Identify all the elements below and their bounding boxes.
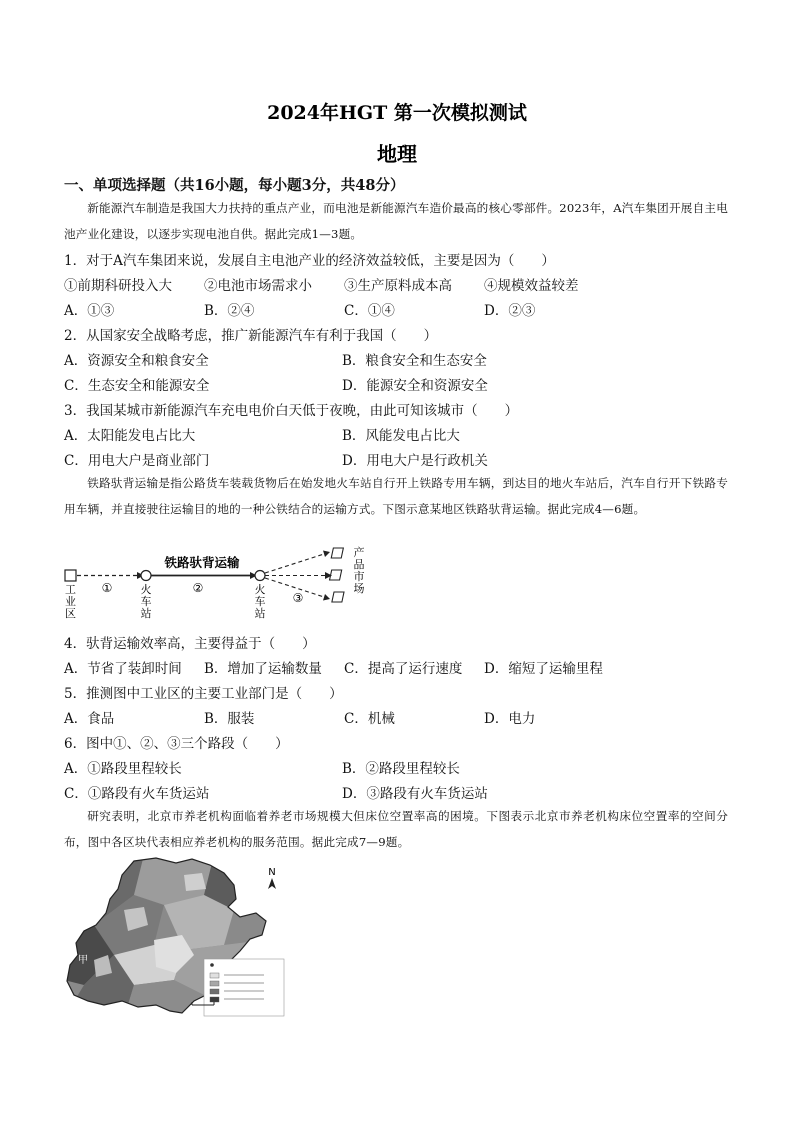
market-box-2 [330,570,342,580]
q5-option-d: D．电力 [484,711,536,727]
q6-option-d: D．③路段有火车货运站 [342,786,488,802]
subject-title: 地理 [377,142,417,166]
q2-option-a: A．资源安全和粮食安全 [64,353,209,369]
q5-option-a: A．食品 [64,711,115,727]
origin-station-label: 火车站 [140,583,152,620]
q1-factor-1: ①前期科研投入大 [64,278,172,294]
q1-option-c: C．①④ [344,303,395,319]
segment-3-arrowhead-bottom [323,594,330,601]
exam-title: 2024年HGT 第一次模拟测试 [267,102,527,124]
q1-option-d: D．②③ [484,303,536,319]
q1-factor-3: ③生产原料成本高 [344,278,452,294]
segment-1-label: ① [101,581,113,595]
segment-2-label: ② [192,581,204,595]
question-3-stem: 3．我国某城市新能源汽车充电电价白天低于夜晚，由此可知该城市（ ） [64,403,519,419]
passage-1: 新能源汽车制造是我国大力扶持的重点产业，而电池是新能源汽车造价最高的核心零部件。2023年，A汽车集团开展自主电池产业化建设，以逐步实现电池自供。据此完成1—3题。 [64,201,728,241]
section-heading: 一、单项选择题（共16小题，每小题3分，共48分） [64,177,405,194]
q1-option-b: B．②④ [204,303,255,319]
question-6-stem: 6．图中①、②、③三个路段（ ） [64,736,289,752]
destination-station-marker [255,571,265,581]
q2-option-d: D．能源安全和资源安全 [342,378,488,394]
region-label-jia: 甲 [78,955,88,966]
beijing-vacancy-map [64,855,286,1018]
segment-3-line-top [265,554,324,573]
q3-option-b: B．风能发电占比大 [342,428,460,444]
market-label: 产品市场 [353,546,365,595]
segment-3-arrowhead-top [323,551,330,558]
map-legend [204,959,284,1016]
rail-label: 铁路驮背运输 [164,555,240,570]
q1-factor-4: ④规模效益较差 [484,278,579,294]
q5-option-c: C．机械 [344,711,395,727]
segment-3-label: ③ [292,591,304,605]
market-box-1 [331,548,343,558]
question-1-stem: 1．对于A汽车集团来说，发展自主电池产业的经济效益较低，主要是因为（ ） [64,253,555,269]
q3-option-c: C．用电大户是商业部门 [64,453,210,469]
q3-option-d: D．用电大户是行政机关 [342,453,488,469]
q1-option-a: A．①③ [64,303,115,319]
piggyback-transport-diagram [62,545,372,630]
question-5-stem: 5．推测图中工业区的主要工业部门是（ ） [64,686,343,702]
question-4-stem: 4．驮背运输效率高，主要得益于（ ） [64,636,316,652]
q2-option-b: B．粮食安全和生态安全 [342,353,487,369]
north-label: N [268,867,276,878]
market-box-3 [332,592,344,602]
industrial-zone-label: 工业区 [65,583,76,620]
q6-option-a: A．①路段里程较长 [64,761,182,777]
passage-2: 铁路驮背运输是指公路货车装载货物后在始发地火车站自行开上铁路专用车辆，到达目的地火车站后，汽车自行开下铁路专用车辆，并直接驶往运输目的地的一种公铁结合的运输方式。下图示意某地区铁路驮背运输。据此完成4—6题。 [64,476,728,516]
q4-option-d: D．缩短了运输里程 [484,661,603,677]
question-2-stem: 2．从国家安全战略考虑，推广新能源汽车有利于我国（ ） [64,328,438,344]
q1-factor-2: ②电池市场需求小 [204,278,312,294]
q6-option-b: B．②路段里程较长 [342,761,460,777]
origin-station-marker [141,571,151,581]
passage-3: 研究表明，北京市养老机构面临着养老市场规模大但床位空置率高的困境。下图表示北京市养老机构床位空置率的空间分布，图中各区块代表相应养老机构的服务范围。据此完成7—9题。 [64,809,728,849]
industrial-zone-marker [65,570,76,581]
q4-option-b: B．增加了运输数量 [204,661,322,677]
north-arrow-icon [268,878,276,889]
q5-option-b: B．服装 [204,711,255,727]
q4-option-a: A．节省了装卸时间 [64,661,182,677]
q2-option-c: C．生态安全和能源安全 [64,378,210,394]
q6-option-c: C．①路段有火车货运站 [64,786,210,802]
q3-option-a: A．太阳能发电占比大 [64,428,196,444]
q4-option-c: C．提高了运行速度 [344,661,463,677]
destination-station-label: 火车站 [254,583,266,620]
